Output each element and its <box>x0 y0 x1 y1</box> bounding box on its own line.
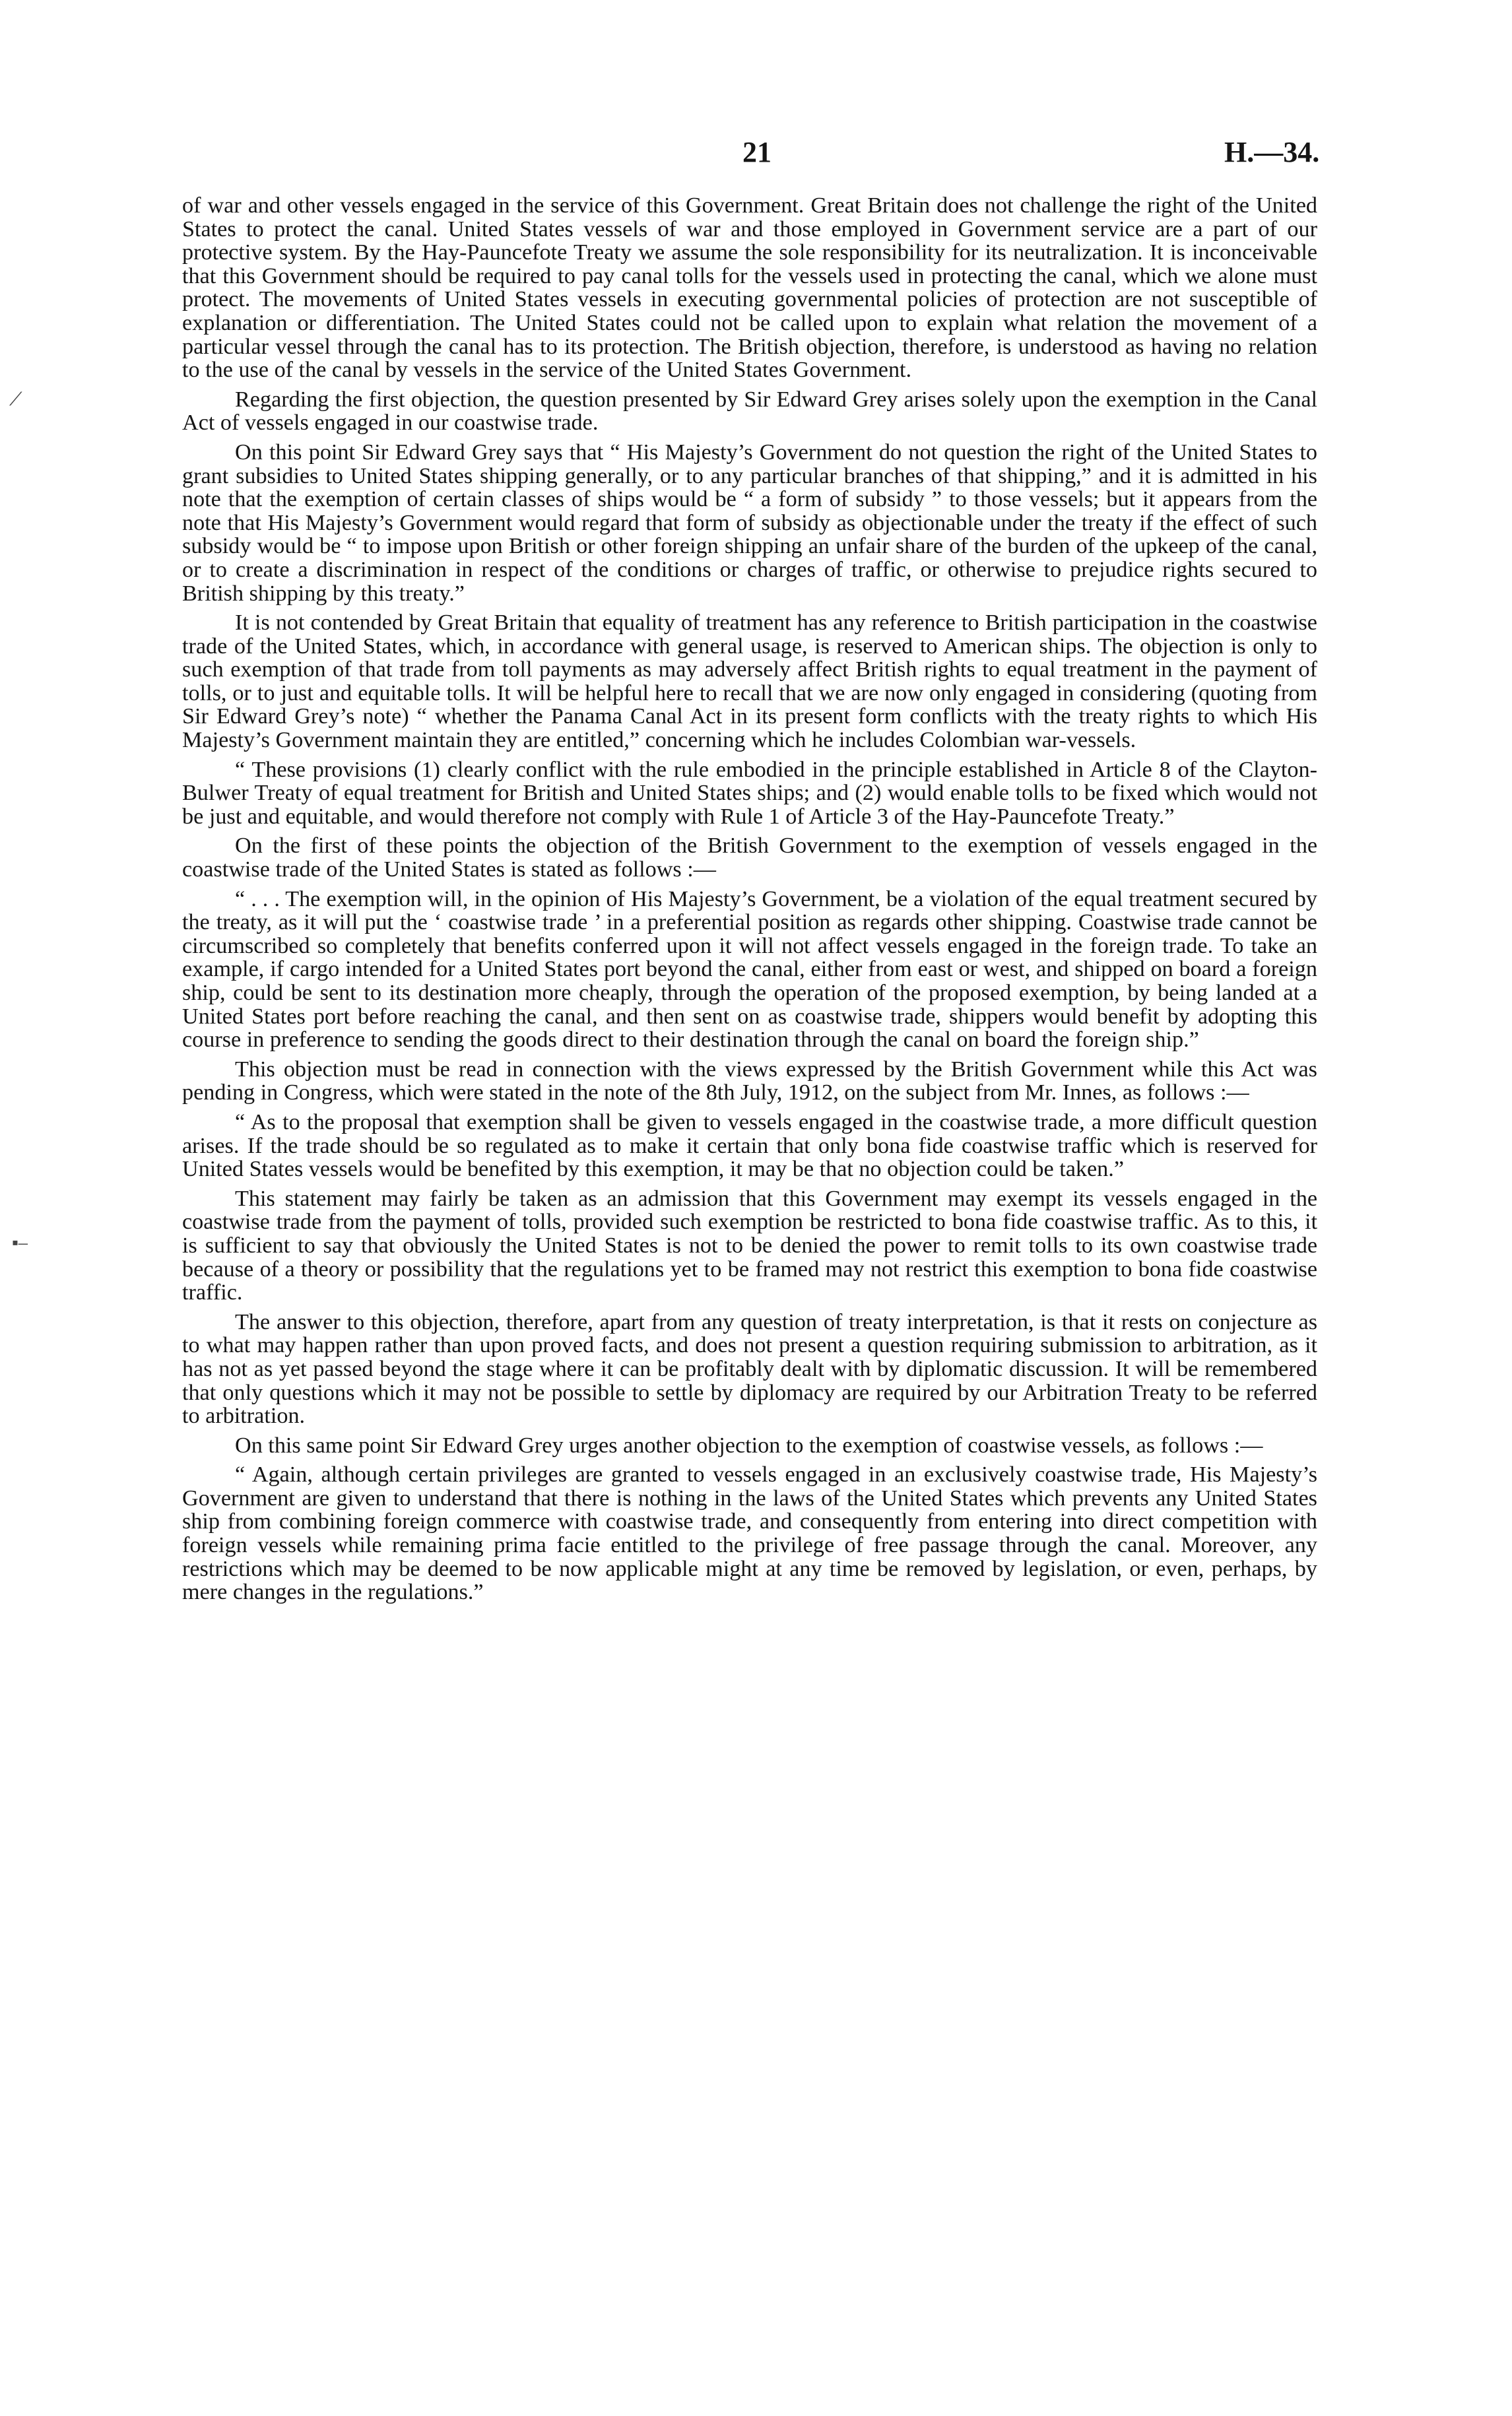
paragraph-10: This statement may fairly be taken as an admission that this Government may exempt its vessels engaged in the coastwise trade from the payment of tolls, provided such exemption be restricted to bona fide coastwise traffic. As to this, it is sufficient to say that obviously the United States is not to be denied the power to remit tolls to its own coastwise trade because of a theory or possibility that the regulations yet to be framed may not restrict this exemption to bona fide coastwise traffic. <box>182 1186 1317 1305</box>
paragraph-9: “ As to the proposal that exemption shall be given to vessels engaged in the coastwise trade, a more difficult question arises. If the trade should be so regulated as to make it certain that only bona fide coastwise traffic which is reserved for United States vessels would be benefited by this exemption, it may be that no objection could be taken.” <box>182 1109 1317 1182</box>
paragraph-6: On the first of these points the objection of the British Government to the exemption of vessels engaged in the coastwise trade of the United States is stated as follows :— <box>182 833 1317 882</box>
document-body <box>182 194 1317 1604</box>
margin-mark-top: ⟋ <box>9 389 22 410</box>
paragraph-11: The answer to this objection, therefore, apart from any question of treaty interpretation, is that it rests on conjecture as to what may happen rather than upon proved facts, and does not present a question requiring submission to arbitration, as it has not as yet passed beyond the stage where it can be profitably dealt with by diplomatic discussion. It will be remembered that only questions which it may not be possible to settle by diplomacy are required by our Arbitration Treaty to be referred to arbitration. <box>182 1309 1317 1429</box>
document-reference: H.—34. <box>1224 136 1320 168</box>
margin-mark-bottom: ▪– <box>12 1233 28 1253</box>
paragraph-13: “ Again, although certain privileges are granted to vessels engaged in an exclusively coastwise trade, His Majesty’s Government are given to understand that there is nothing in the laws of the United States which prevents any United States ship from combining foreign commerce with coastwise trade, and consequently from entering into direct competition with foreign vessels while remaining prima facie entitled to the privilege of free passage through the canal. Moreover, any restrictions which may be deemed to be now applicable might at any time be removed by legislation, or even, perhaps, by mere changes in the regulations.” <box>182 1462 1317 1605</box>
paragraph-12: On this same point Sir Edward Grey urges another objection to the exemption of coastwise vessels, as follows :— <box>235 1433 1263 1458</box>
paragraph-2: Regarding the first objection, the question presented by Sir Edward Grey arises solely upon the exemption in the Canal Act of vessels engaged in our coastwise trade. <box>182 387 1317 436</box>
paragraph-8: This objection must be read in connection with the views expressed by the British Government while this Act was pending in Congress, which were stated in the note of the 8th July, 1912, on the subject from Mr. Innes, as follows :— <box>182 1057 1317 1105</box>
paragraph-7: “ . . . The exemption will, in the opinion of His Majesty’s Government, be a violation of the equal treatment secured by the treaty, as it will put the ‘ coastwise trade ’ in a preferential position as regards other shipping. Coastwise trade cannot be circumscribed so completely that benefits conferred upon it will not affect vessels engaged in the foreign trade. To take an example, if cargo intended for a United States port beyond the canal, either from east or west, and shipped on board a foreign ship, could be sent to its destination more cheaply, through the operation of the proposed exemption, by being landed at a United States port before reaching the canal, and then sent on as coastwise trade, shippers would benefit by adopting this course in preference to sending the goods direct to their destination through the canal on board the foreign ship.” <box>182 886 1317 1053</box>
page-number: 21 <box>742 136 772 168</box>
paragraph-4: It is not contended by Great Britain that equality of treatment has any reference to British participation in the coastwise trade of the United States, which, in accordance with general usage, is reserved to American ships. The objection is only to such exemption of that trade from toll payments as may adversely affect British rights to equal treatment in the payment of tolls, or to just and equitable tolls. It will be helpful here to recall that we are now only engaged in considering (quoting from Sir Edward Grey’s note) “ whether the Panama Canal Act in its present form conflicts with the treaty rights to which His Majesty’s Government maintain they are entitled,” concerning which he includes Colombian war-vessels. <box>182 610 1317 753</box>
paragraph-1: of war and other vessels engaged in the service of this Government. Great Britain does not challenge the right of the United States to protect the canal. United States vessels of war and those employed in Government service are a part of our protective system. By the Hay-Pauncefote Treaty we assume the sole responsibility for its neutralization. It is inconceivable that this Government should be required to pay canal tolls for the vessels used in protecting the canal, which we alone must protect. The movements of United States vessels in executing governmental policies of protection are not susceptible of explanation or differentiation. The United States could not be called upon to explain what relation the movement of a particular vessel through the canal has to its protection. The British objection, therefore, is understood as having no relation to the use of the canal by vessels in the service of the United States Government. <box>182 193 1317 383</box>
paragraph-5: “ These provisions (1) clearly conflict with the rule embodied in the principle established in Article 8 of the Clayton-Bulwer Treaty of equal treatment for British and United States ships; and (2) would enable tolls to be fixed which would not be just and equitable, and would therefore not comply with Rule 1 of Article 3 of the Hay-Pauncefote Treaty.” <box>182 757 1317 829</box>
paragraph-3: On this point Sir Edward Grey says that “ His Majesty’s Government do not question the right of the United States to grant subsidies to United States shipping generally, or to any particular branches of that shipping,” and it is admitted in his note that the exemption of certain classes of ships would be “ a form of subsidy ” to those vessels; but it appears from the note that His Majesty’s Government would regard that form of subsidy as objectionable under the treaty if the effect of such subsidy would be “ to impose upon British or other foreign shipping an unfair share of the burden of the upkeep of the canal, or to create a discrimination in respect of the conditions or charges of traffic, or otherwise to prejudice rights secured to British shipping by this treaty.” <box>182 440 1317 606</box>
